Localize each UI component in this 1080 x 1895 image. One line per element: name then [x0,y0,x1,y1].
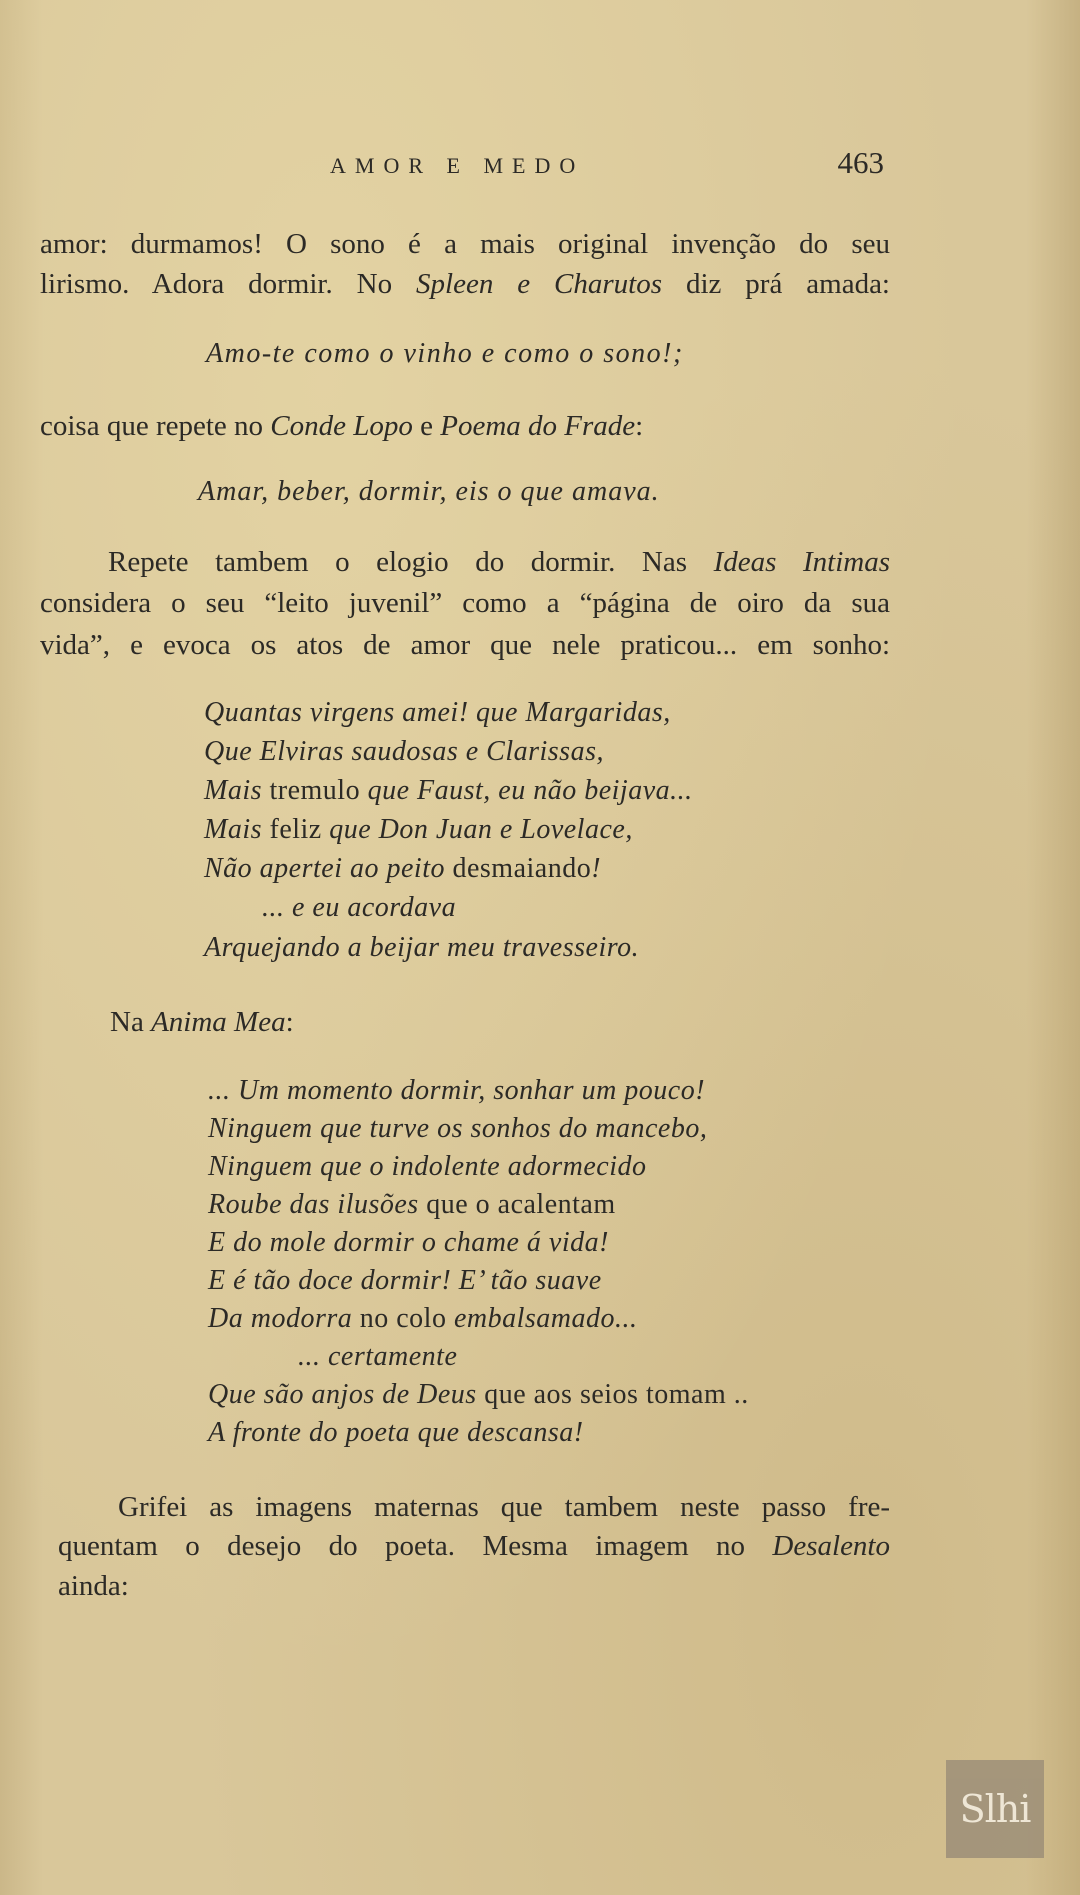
paragraph-3-line-1: Repete tambem o elogio do dormir. Nas Ideas Intimas [108,546,890,578]
poem-2-line-1: ... Um momento dormir, sonhar um pouco! [208,1075,706,1106]
title-conde-lopo: Conde Lopo [270,410,413,442]
poem-2-line-7: Da modorra no colo embalsamado... [208,1303,638,1334]
poem-1-line-3: Mais tremulo que Faust, eu não beijava... [204,775,693,806]
title-desalento: Desalento [772,1530,890,1562]
poem-2-line-3: Ninguem que o indolente adormecido [208,1151,647,1182]
paragraph-5-line-3: ainda: [58,1570,129,1602]
library-watermark-logo: Slhi [946,1760,1044,1858]
title-ideas-intimas: Ideas Intimas [713,546,890,578]
poem-2-line-6: E é tão doce dormir! E’ tão suave [208,1265,602,1296]
page-header [0,145,1080,195]
poem-2-line-9: Que são anjos de Deus que aos seios tomam .. [208,1379,749,1410]
poem-1-line-6: ... e eu acordava [262,892,457,923]
running-title: AMOR E MEDO [330,153,585,178]
paragraph-3-line-2: considera o seu “leito juvenil” como a “página de oiro da sua [40,587,890,619]
paragraph-1-line-2: lirismo. Adora dormir. No Spleen e Charutos diz prá amada: [40,268,890,300]
quote-1: Amo-te como o vinho e como o sono!; [206,338,684,369]
poem-1-line-2: Que Elviras saudosas e Clarissas, [204,736,604,767]
poem-1-line-4: Mais feliz que Don Juan e Lovelace, [204,814,633,845]
poem-2-line-5: E do mole dormir o chame á vida! [208,1227,609,1258]
title-spleen-e-charutos: Spleen e Charutos [416,268,663,300]
poem-1-line-7: Arquejando a beijar meu travesseiro. [204,932,640,963]
title-poema-do-frade: Poema do Frade [440,410,636,442]
paragraph-1-line-1: amor: durmamos! O sono é a mais original invenção do seu [40,228,890,260]
quote-2: Amar, beber, dormir, eis o que amava. [198,476,660,507]
paragraph-2: coisa que repete no Conde Lopo e Poema do Frade: [40,410,644,442]
poem-2-line-4: Roube das ilusões que o acalentam [208,1189,616,1220]
page-number: 463 [837,145,884,180]
paragraph-5-line-2: quentam o desejo do poeta. Mesma imagem no Desalento [58,1530,890,1562]
poem-1-line-5: Não apertei ao peito desmaiando! [204,853,602,884]
paragraph-3-line-3: vida”, e evoca os atos de amor que nele praticou... em sonho: [40,629,890,661]
poem-2-line-10: A fronte do poeta que descansa! [208,1417,584,1448]
poem-2-line-2: Ninguem que turve os sonhos do mancebo, [208,1113,708,1144]
paragraph-4: Na Anima Mea: [110,1006,294,1038]
poem-2-line-8: ... certamente [298,1341,458,1372]
paragraph-5-line-1: Grifei as imagens maternas que tambem neste passo fre- [118,1491,890,1523]
poem-1-line-1: Quantas virgens amei! que Margaridas, [204,697,671,728]
title-anima-mea: Anima Mea [151,1006,286,1038]
